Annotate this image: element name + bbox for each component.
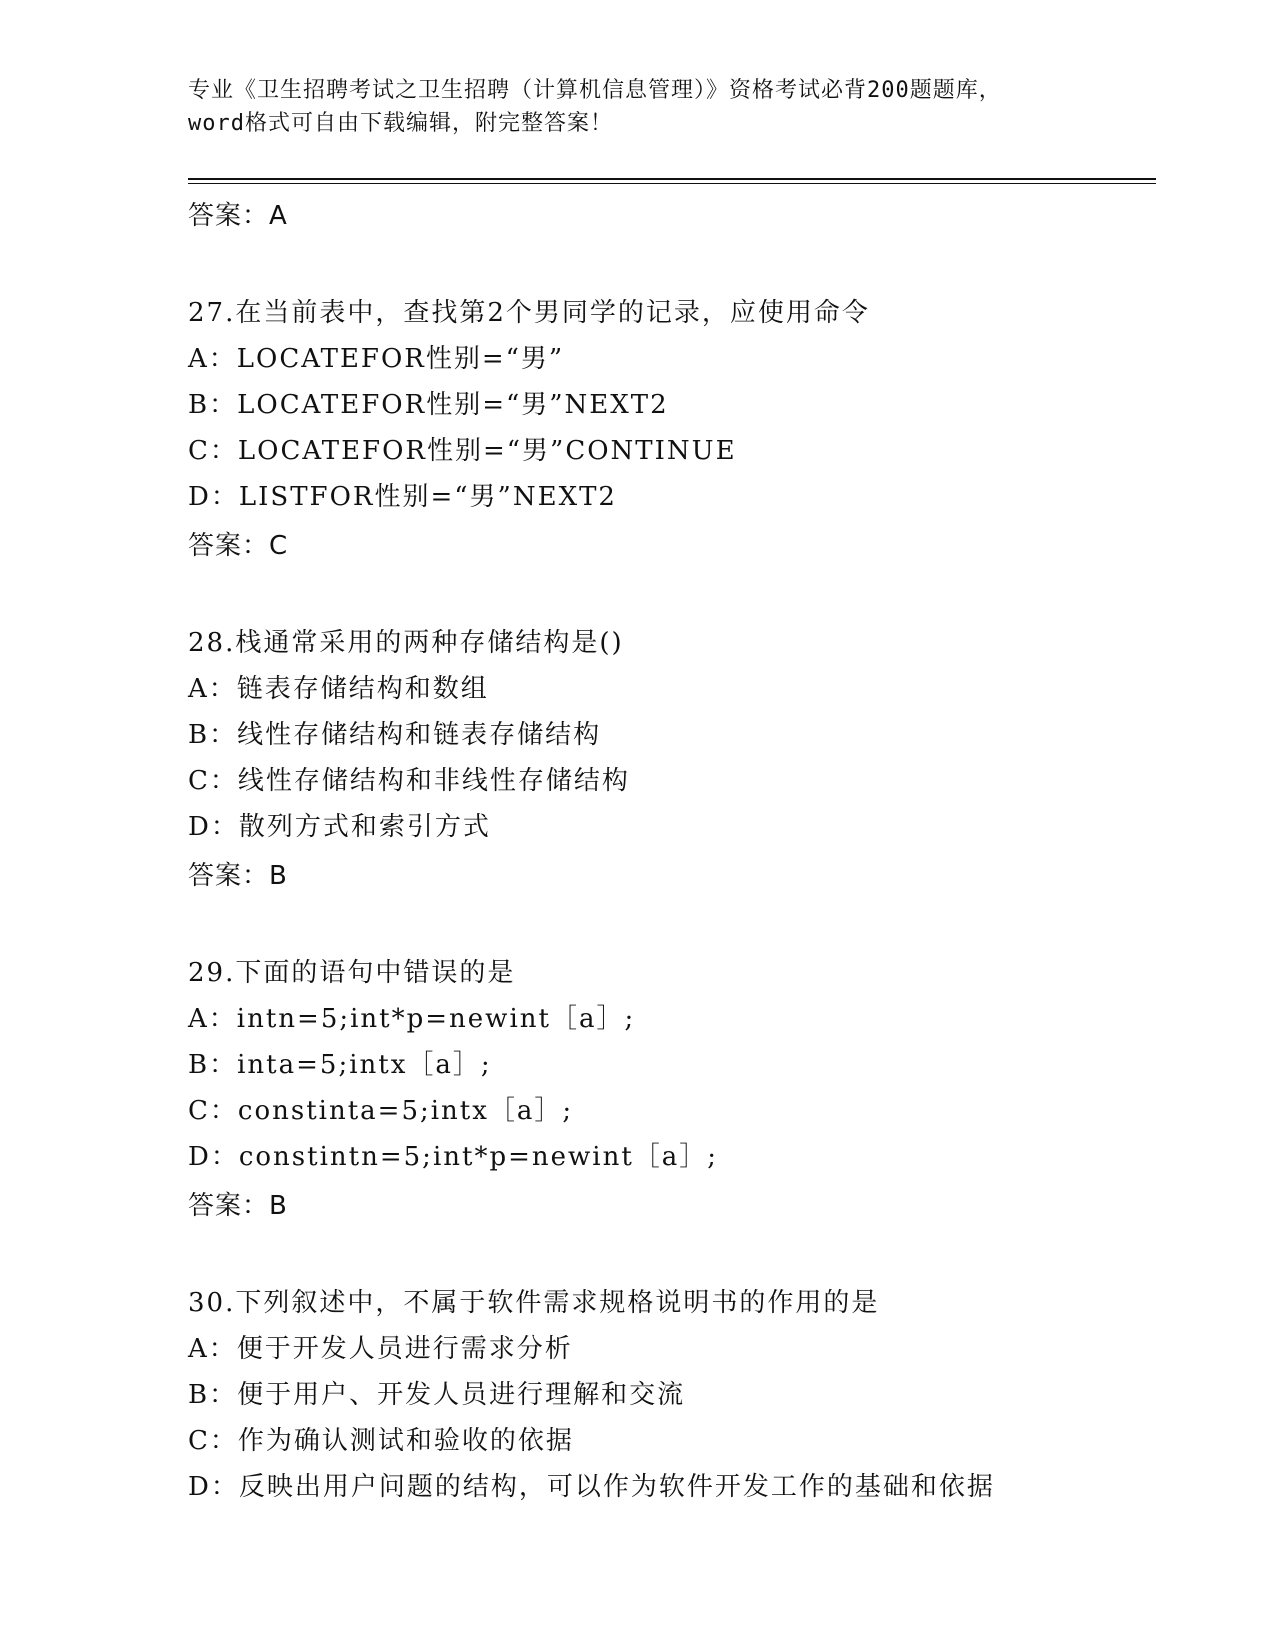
question-title: 27.在当前表中，查找第2个男同学的记录，应使用命令: [188, 298, 870, 328]
option-b: B：线性存储结构和链表存储结构: [188, 720, 602, 750]
option-d: D：反映出用户问题的结构，可以作为软件开发工作的基础和依据: [188, 1472, 995, 1502]
answer-29: 答案：B: [188, 1191, 288, 1221]
option-b: B：便于用户、开发人员进行理解和交流: [188, 1380, 686, 1410]
question-title: 29.下面的语句中错误的是: [188, 958, 516, 988]
option-c: C：作为确认测试和验收的依据: [188, 1426, 574, 1456]
question-28: [188, 620, 1148, 904]
option-b: B：LOCATEFOR性别=“男”NEXT2: [188, 390, 669, 420]
option-d: D：散列方式和索引方式: [188, 812, 491, 842]
header-line-1: 专业《卫生招聘考试之卫生招聘（计算机信息管理）》资格考试必背200题题库，: [188, 78, 1002, 103]
option-c: C：线性存储结构和非线性存储结构: [188, 766, 630, 796]
answer-27: 答案：C: [188, 531, 289, 561]
option-c: C：LOCATEFOR性别=“男”CONTINUE: [188, 436, 737, 466]
option-d: D：LISTFOR性别=“男”NEXT2: [188, 482, 617, 512]
document-body: [188, 190, 1148, 1510]
option-a: A：便于开发人员进行需求分析: [188, 1334, 573, 1364]
question-29: [188, 950, 1148, 1234]
option-a: A：链表存储结构和数组: [188, 674, 489, 704]
option-a: A：LOCATEFOR性别=“男”: [188, 344, 565, 374]
question-title: 28.栈通常采用的两种存储结构是(): [188, 628, 624, 658]
question-27: [188, 290, 1148, 574]
header-line-2: word格式可自由下载编辑，附完整答案！: [188, 111, 613, 136]
question-30: [188, 1280, 1148, 1510]
option-a: A：intn=5;int*p=newint［a］;: [188, 1004, 636, 1034]
answer-28: 答案：B: [188, 861, 288, 891]
question-title: 30.下列叙述中，不属于软件需求规格说明书的作用的是: [188, 1288, 880, 1318]
answer-26: 答案：A: [188, 201, 288, 231]
header-divider-thin: [188, 183, 1156, 184]
document-header: [188, 74, 1068, 140]
option-b: B：inta=5;intx［a］;: [188, 1050, 492, 1080]
option-d: D：constintn=5;int*p=newint［a］;: [188, 1142, 719, 1172]
header-divider: [188, 178, 1156, 180]
option-c: C：constinta=5;intx［a］;: [188, 1096, 574, 1126]
